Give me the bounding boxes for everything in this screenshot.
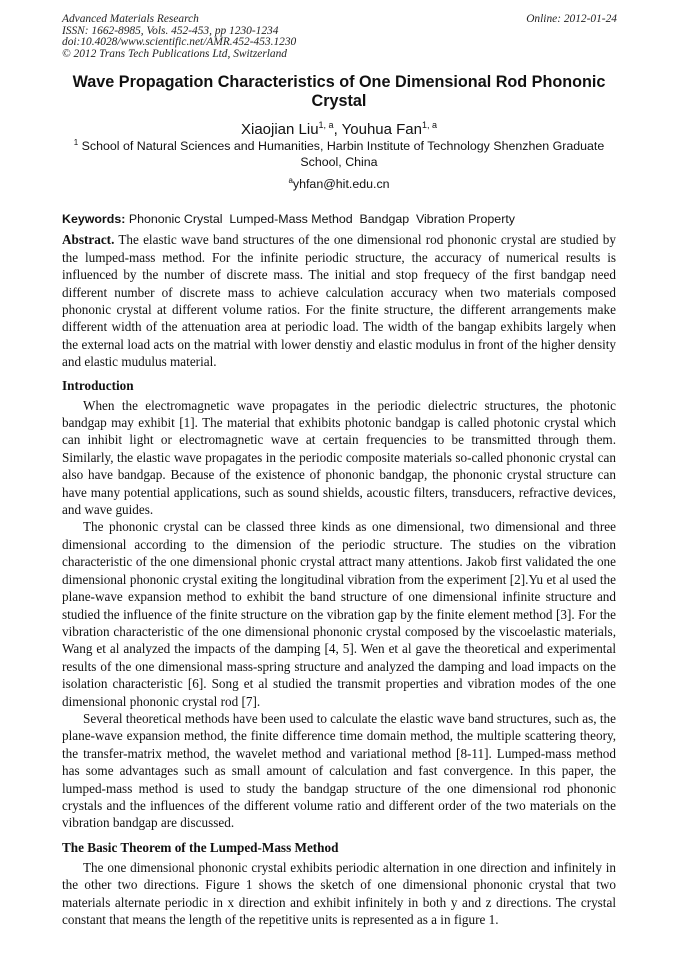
intro-paragraph-1: When the electromagnetic wave propagates in the periodic dielectric structures, the photonic bandgap may exhibit [1]. The material that exhibits photonic bandgap is called photonic crystal which can inhibit light or electromagnetic wave at certain frequencies to be transmitted through them. Similarly, the elastic wave propagates in the periodic composite materials so-called phononic crystal can also have bandgap. Because of the existence of phononic bandgap, the phononic crystal structure can have many potential applications, such as sound shields, acoustic filters, transducers, refractive devices, and wave guides. bbox=[62, 397, 616, 518]
keywords-label: Keywords: bbox=[62, 212, 126, 227]
affiliation-text: School of Natural Sciences and Humanities, Harbin Institute of Technology Shenzhen Graduate School, China bbox=[81, 139, 605, 169]
copyright-line: © 2012 Trans Tech Publications Ltd, Switzerland bbox=[62, 47, 287, 60]
keywords-text: Phononic Crystal Lumped-Mass Method Bandgap Vibration Property bbox=[128, 212, 515, 227]
abstract-text: The elastic wave band structures of the one dimensional rod phononic crystal are studied by the lumped-mass method. For the infinite periodic structure, the accuracy of numerical results is influenced by the number of discrete mass. The initial and stop frequecy of the first bandgap need different number of discrete mass to achieve calculation accuracy when two materials composed phononic crystal at different volume ratios. For the finite structure, the different arrangements make different width of the attenuation area at periodic load. The width of the bangap exhibits largely when the external load acts on the matrial with lower denstiy and elastic modulus in front of the higher density and elastic mudulus material. bbox=[62, 232, 616, 370]
email-address[interactable]: yhfan@hit.edu.cn bbox=[292, 177, 390, 192]
paper-title: Wave Propagation Characteristics of One Dimensional Rod Phononic Crystal bbox=[72, 73, 606, 111]
abstract bbox=[62, 231, 616, 370]
contact-email bbox=[62, 177, 616, 192]
intro-paragraph-2: The phononic crystal can be classed three kinds as one dimensional, two dimensional and three dimensional according to the dimension of the periodic structure. The studies on the vibration characteristic of the one dimensional phonic crystal attract many attentions. Jakob first validated the one dimensional phononic crystal exiting the longitudinal vibration from the experiment [2].Yu et al used the plane-wave expansion method to exhibit the band structure of one dimensional infinite structure and studied the influence of the finite structure on the vibration gap by the finite element method [3]. For the vibration characteristic of the one dimensional phononic crystal composed by the viscoelastic materials, Wang et al analyzed the impacts of the damping [4, 5]. Wen et al gave the theoretical and experimental results of the one dimensional mass-spring structure and analyzed the damping and load impacts on the isolation characteristic [6]. Song et al studied the transmit properties and vibration modes of the one dimensional phononic crystal rod [7]. bbox=[62, 519, 616, 709]
author-affiliation-mark: 1, a bbox=[318, 120, 334, 131]
online-date: Online: 2012-01-24 bbox=[526, 13, 617, 25]
paper-page bbox=[62, 14, 616, 928]
email-mark: a bbox=[288, 176, 293, 186]
affiliation bbox=[54, 139, 624, 170]
section-heading-basic-theorem: The Basic Theorem of the Lumped-Mass Method bbox=[62, 839, 339, 855]
author-list bbox=[62, 122, 616, 138]
keywords bbox=[62, 212, 616, 227]
author-affiliation-mark: 1, a bbox=[422, 120, 438, 131]
doi-line[interactable]: doi:10.4028/www.scientific.net/AMR.452-453.1230 bbox=[62, 36, 297, 49]
author-name: Xiaojian Liu bbox=[240, 121, 319, 139]
abstract-label: Abstract. bbox=[62, 232, 115, 248]
author-separator: , bbox=[333, 121, 342, 139]
theorem-paragraph-1: The one dimensional phononic crystal exhibits periodic alternation in one direction and infinitely in the other two directions. Figure 1 shows the sketch of one dimensional phononic crystal that two materials alternate periodic in x direction and exhibit infinitely in both y and z directions. The crystal constant that means the length of the repetitive units is represented as a in figure 1. bbox=[62, 859, 616, 927]
intro-paragraph-3: Several theoretical methods have been used to calculate the elastic wave band structures, such as, the plane-wave expansion method, the finite difference time domain method, the multiple scattering theory, the transfer-matrix method, the wavelet method and variational method [8-11]. Lumped-mass method has some advantages such as small amount of calculation and fast convergence. In this paper, the lumped-mass method is used to study the bandgap structure of the one dimensional rod phononic crystals and the influences of the different volume ratio and different order of the two materials on the vibration bandgap are discussed. bbox=[62, 710, 616, 831]
journal-header bbox=[62, 14, 616, 60]
affiliation-mark: 1 bbox=[73, 138, 79, 148]
journal-name: Advanced Materials Research bbox=[62, 13, 199, 25]
author-name: Youhua Fan bbox=[341, 121, 422, 139]
issn-line: ISSN: 1662-8985, Vols. 452-453, pp 1230-1234 bbox=[62, 24, 279, 37]
section-heading-introduction: Introduction bbox=[62, 377, 134, 393]
